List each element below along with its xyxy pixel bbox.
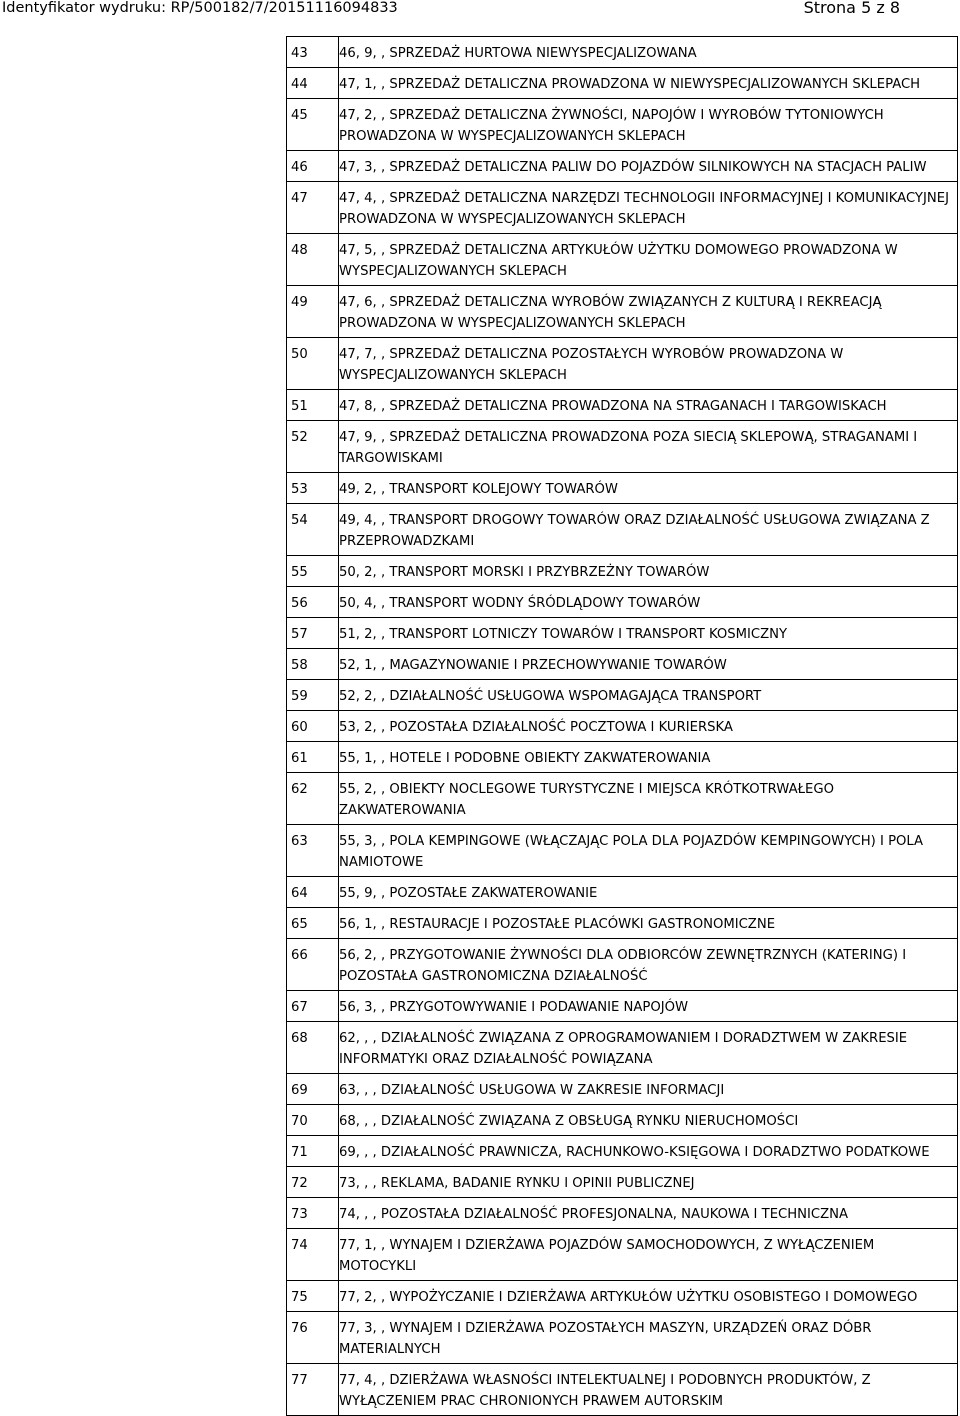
page-number: Strona 5 z 8	[803, 0, 900, 17]
table-row	[287, 1198, 958, 1229]
row-number: 61	[287, 742, 339, 773]
row-number: 57	[287, 618, 339, 649]
table-row	[287, 742, 958, 773]
row-description: 56, 3, , PRZYGOTOWYWANIE I PODAWANIE NAPOJÓW	[339, 991, 958, 1022]
row-number: 63	[287, 825, 339, 877]
row-number: 68	[287, 1022, 339, 1074]
row-number: 53	[287, 473, 339, 504]
row-description: 77, 3, , WYNAJEM I DZIERŻAWA POZOSTAŁYCH MASZYN, URZĄDZEŃ ORAZ DÓBR MATERIALNYCH	[339, 1312, 958, 1364]
row-number: 70	[287, 1105, 339, 1136]
row-description: 55, 1, , HOTELE I PODOBNE OBIEKTY ZAKWATEROWANIA	[339, 742, 958, 773]
row-description: 47, 9, , SPRZEDAŻ DETALICZNA PROWADZONA POZA SIECIĄ SKLEPOWĄ, STRAGANAMI I TARGOWISKAMI	[339, 421, 958, 473]
pkd-table	[286, 36, 958, 1416]
row-description: 47, 2, , SPRZEDAŻ DETALICZNA ŻYWNOŚCI, NAPOJÓW I WYROBÓW TYTONIOWYCH PROWADZONA W WYSPECJALIZOWANYCH SKLEPACH	[339, 99, 958, 151]
row-description: 47, 6, , SPRZEDAŻ DETALICZNA WYROBÓW ZWIĄZANYCH Z KULTURĄ I REKREACJĄ PROWADZONA W WYSPECJALIZOWANYCH SKLEPACH	[339, 286, 958, 338]
page-header	[0, 0, 960, 20]
row-number: 54	[287, 504, 339, 556]
table-row	[287, 556, 958, 587]
table-row	[287, 421, 958, 473]
table-row	[287, 680, 958, 711]
table-row	[287, 1074, 958, 1105]
row-number: 44	[287, 68, 339, 99]
table-row	[287, 649, 958, 680]
table-row	[287, 37, 958, 68]
table-row	[287, 1136, 958, 1167]
row-description: 63, , , DZIAŁALNOŚĆ USŁUGOWA W ZAKRESIE INFORMACJI	[339, 1074, 958, 1105]
row-number: 46	[287, 151, 339, 182]
row-description: 62, , , DZIAŁALNOŚĆ ZWIĄZANA Z OPROGRAMOWANIEM I DORADZTWEM W ZAKRESIE INFORMATYKI ORAZ DZIAŁALNOŚĆ POWIĄZANA	[339, 1022, 958, 1074]
table-row	[287, 587, 958, 618]
row-number: 48	[287, 234, 339, 286]
row-number: 65	[287, 908, 339, 939]
row-description: 77, 4, , DZIERŻAWA WŁASNOŚCI INTELEKTUALNEJ I PODOBNYCH PRODUKTÓW, Z WYŁĄCZENIEM PRAC CHRONIONYCH PRAWEM AUTORSKIM	[339, 1364, 958, 1416]
row-description: 56, 1, , RESTAURACJE I POZOSTAŁE PLACÓWKI GASTRONOMICZNE	[339, 908, 958, 939]
row-number: 71	[287, 1136, 339, 1167]
row-description: 47, 5, , SPRZEDAŻ DETALICZNA ARTYKUŁÓW UŻYTKU DOMOWEGO PROWADZONA W WYSPECJALIZOWANYCH SKLEPACH	[339, 234, 958, 286]
row-description: 52, 2, , DZIAŁALNOŚĆ USŁUGOWA WSPOMAGAJĄCA TRANSPORT	[339, 680, 958, 711]
table-row	[287, 1312, 958, 1364]
row-number: 74	[287, 1229, 339, 1281]
table-row	[287, 711, 958, 742]
row-number: 59	[287, 680, 339, 711]
row-number: 60	[287, 711, 339, 742]
table-row	[287, 1105, 958, 1136]
row-number: 56	[287, 587, 339, 618]
row-description: 47, 8, , SPRZEDAŻ DETALICZNA PROWADZONA NA STRAGANACH I TARGOWISKACH	[339, 390, 958, 421]
pkd-table-body	[287, 37, 958, 1416]
row-number: 58	[287, 649, 339, 680]
row-number: 51	[287, 390, 339, 421]
table-row	[287, 234, 958, 286]
row-description: 47, 4, , SPRZEDAŻ DETALICZNA NARZĘDZI TECHNOLOGII INFORMACYJNEJ I KOMUNIKACYJNEJ PROWADZONA W WYSPECJALIZOWANYCH SKLEPACH	[339, 182, 958, 234]
table-row	[287, 939, 958, 991]
row-number: 69	[287, 1074, 339, 1105]
row-description: 49, 4, , TRANSPORT DROGOWY TOWARÓW ORAZ DZIAŁALNOŚĆ USŁUGOWA ZWIĄZANA Z PRZEPROWADZKAMI	[339, 504, 958, 556]
row-description: 55, 9, , POZOSTAŁE ZAKWATEROWANIE	[339, 877, 958, 908]
table-row	[287, 991, 958, 1022]
row-number: 77	[287, 1364, 339, 1416]
row-number: 64	[287, 877, 339, 908]
row-number: 72	[287, 1167, 339, 1198]
row-description: 77, 2, , WYPOŻYCZANIE I DZIERŻAWA ARTYKUŁÓW UŻYTKU OSOBISTEGO I DOMOWEGO	[339, 1281, 958, 1312]
table-row	[287, 68, 958, 99]
row-description: 69, , , DZIAŁALNOŚĆ PRAWNICZA, RACHUNKOWO-KSIĘGOWA I DORADZTWO PODATKOWE	[339, 1136, 958, 1167]
row-description: 47, 3, , SPRZEDAŻ DETALICZNA PALIW DO POJAZDÓW SILNIKOWYCH NA STACJACH PALIW	[339, 151, 958, 182]
row-description: 74, , , POZOSTAŁA DZIAŁALNOŚĆ PROFESJONALNA, NAUKOWA I TECHNICZNA	[339, 1198, 958, 1229]
table-row	[287, 182, 958, 234]
table-row	[287, 99, 958, 151]
row-description: 50, 4, , TRANSPORT WODNY ŚRÓDLĄDOWY TOWARÓW	[339, 587, 958, 618]
table-row	[287, 390, 958, 421]
table-row	[287, 1281, 958, 1312]
row-description: 73, , , REKLAMA, BADANIE RYNKU I OPINII PUBLICZNEJ	[339, 1167, 958, 1198]
row-number: 49	[287, 286, 339, 338]
row-number: 50	[287, 338, 339, 390]
row-number: 55	[287, 556, 339, 587]
row-number: 67	[287, 991, 339, 1022]
row-description: 46, 9, , SPRZEDAŻ HURTOWA NIEWYSPECJALIZOWANA	[339, 37, 958, 68]
row-number: 62	[287, 773, 339, 825]
table-row	[287, 877, 958, 908]
row-number: 75	[287, 1281, 339, 1312]
row-description: 55, 3, , POLA KEMPINGOWE (WŁĄCZAJĄC POLA DLA POJAZDÓW KEMPINGOWYCH) I POLA NAMIOTOWE	[339, 825, 958, 877]
table-row	[287, 1364, 958, 1416]
table-row	[287, 151, 958, 182]
table-row	[287, 825, 958, 877]
row-description: 77, 1, , WYNAJEM I DZIERŻAWA POJAZDÓW SAMOCHODOWYCH, Z WYŁĄCZENIEM MOTOCYKLI	[339, 1229, 958, 1281]
row-description: 50, 2, , TRANSPORT MORSKI I PRZYBRZEŻNY TOWARÓW	[339, 556, 958, 587]
row-number: 66	[287, 939, 339, 991]
row-number: 45	[287, 99, 339, 151]
row-number: 47	[287, 182, 339, 234]
table-row	[287, 504, 958, 556]
row-description: 52, 1, , MAGAZYNOWANIE I PRZECHOWYWANIE TOWARÓW	[339, 649, 958, 680]
row-number: 73	[287, 1198, 339, 1229]
row-description: 51, 2, , TRANSPORT LOTNICZY TOWARÓW I TRANSPORT KOSMICZNY	[339, 618, 958, 649]
table-row	[287, 1229, 958, 1281]
row-description: 53, 2, , POZOSTAŁA DZIAŁALNOŚĆ POCZTOWA I KURIERSKA	[339, 711, 958, 742]
row-number: 52	[287, 421, 339, 473]
row-number: 76	[287, 1312, 339, 1364]
table-row	[287, 773, 958, 825]
table-row	[287, 1022, 958, 1074]
table-row	[287, 473, 958, 504]
row-description: 49, 2, , TRANSPORT KOLEJOWY TOWARÓW	[339, 473, 958, 504]
row-description: 56, 2, , PRZYGOTOWANIE ŻYWNOŚCI DLA ODBIORCÓW ZEWNĘTRZNYCH (KATERING) I POZOSTAŁA GASTRONOMICZNA DZIAŁALNOŚĆ	[339, 939, 958, 991]
table-row	[287, 286, 958, 338]
row-description: 55, 2, , OBIEKTY NOCLEGOWE TURYSTYCZNE I MIEJSCA KRÓTKOTRWAŁEGO ZAKWATEROWANIA	[339, 773, 958, 825]
table-row	[287, 1167, 958, 1198]
table-row	[287, 618, 958, 649]
row-number: 43	[287, 37, 339, 68]
table-row	[287, 338, 958, 390]
print-identifier: Identyfikator wydruku: RP/500182/7/20151116094833	[2, 0, 398, 16]
row-description: 47, 1, , SPRZEDAŻ DETALICZNA PROWADZONA W NIEWYSPECJALIZOWANYCH SKLEPACH	[339, 68, 958, 99]
row-description: 68, , , DZIAŁALNOŚĆ ZWIĄZANA Z OBSŁUGĄ RYNKU NIERUCHOMOŚCI	[339, 1105, 958, 1136]
table-row	[287, 908, 958, 939]
row-description: 47, 7, , SPRZEDAŻ DETALICZNA POZOSTAŁYCH WYROBÓW PROWADZONA W WYSPECJALIZOWANYCH SKLEPACH	[339, 338, 958, 390]
